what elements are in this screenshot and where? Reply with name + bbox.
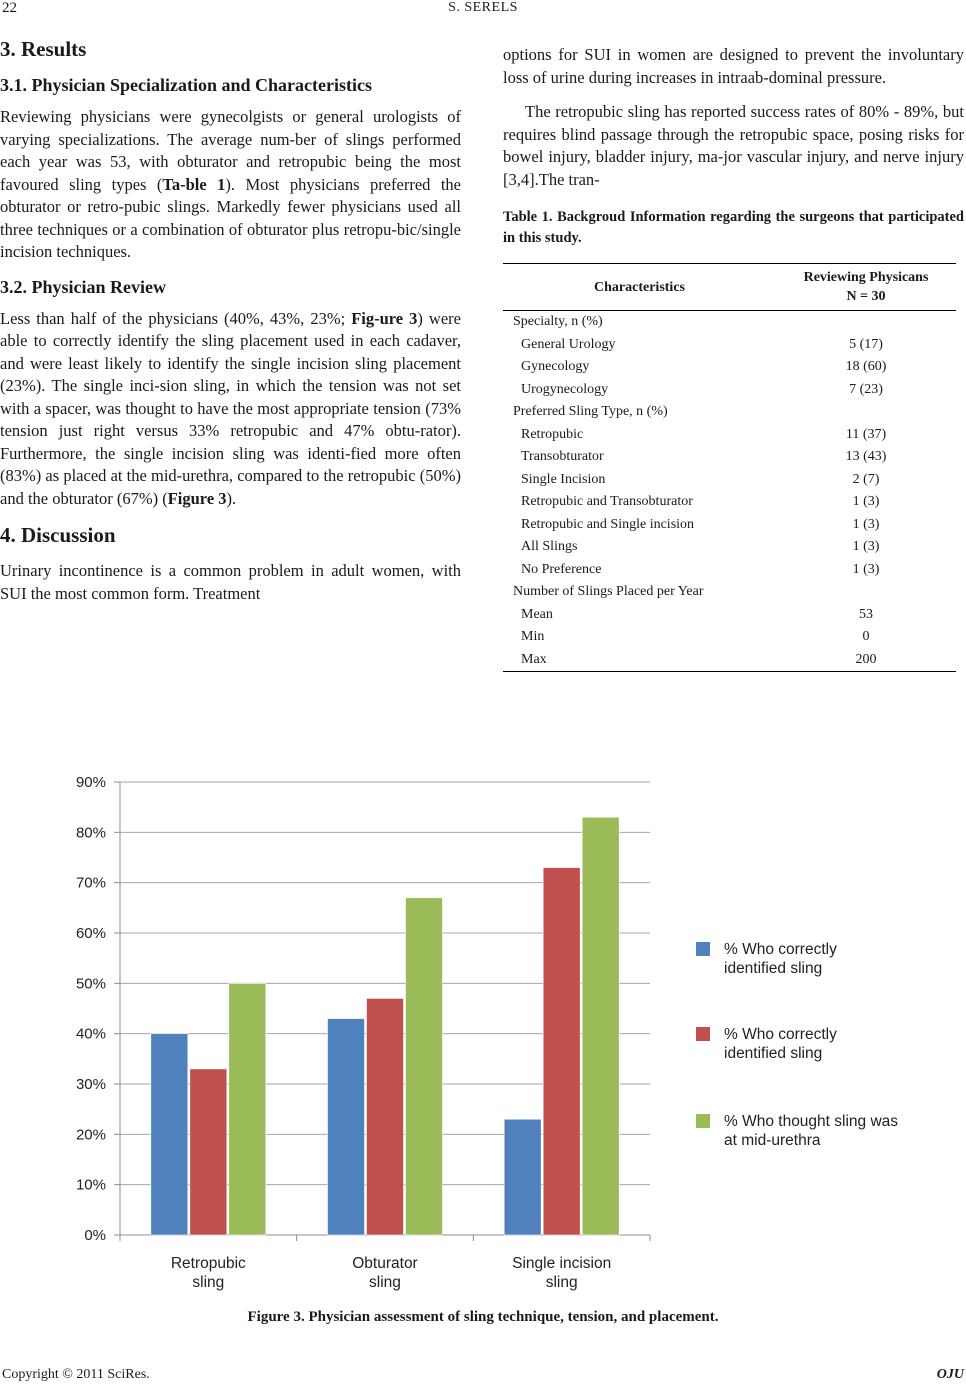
specialization-paragraph: Reviewing physicians were gynecolgists or general urologists of varying specializations. The average num-ber of slings performed each year was 53, with obturator and retropubic being the most favoured sling types (Ta-ble 1). Most physicians preferred the obturator or retro-pubic slings. Markedly fewer physicians used all three techniques or a combination of obturator plus retropu-bic/single incision techniques.: [0, 107, 461, 261]
table-cell-value: 1 (3): [852, 561, 880, 577]
table-header-physicians: Reviewing Physicans N = 30: [776, 264, 956, 311]
table-cell-label: Urogynecology: [521, 381, 609, 397]
bar: [582, 817, 619, 1235]
table-cell-value: [776, 401, 956, 424]
x-category-label: Obturator: [352, 1255, 418, 1272]
y-tick-label: 0%: [84, 1227, 106, 1244]
table-cell-label: Specialty, n (%): [513, 314, 603, 330]
journal-abbreviation: OJU: [936, 1367, 964, 1382]
physician-specialization-heading: 3.1. Physician Specialization and Characteristics: [0, 75, 372, 95]
table-cell-label: Mean: [521, 606, 553, 622]
legend-label: % Who thought sling was: [724, 1113, 899, 1130]
table-cell-label: General Urology: [521, 336, 616, 352]
table-row: [503, 626, 956, 649]
table-cell-value: 53: [859, 606, 873, 622]
bar: [406, 898, 443, 1235]
table-cell-value: 200: [776, 649, 956, 672]
legend-label: % Who correctly: [724, 1026, 837, 1043]
table-1: [503, 263, 956, 672]
table-cell-label: Number of Slings Placed per Year: [513, 584, 704, 600]
results-heading: 3. Results: [0, 37, 87, 61]
table-row: [503, 536, 956, 559]
table-category-row: [503, 401, 956, 424]
legend-label: identified sling: [724, 1045, 823, 1062]
table-row: [503, 446, 956, 469]
table-row: [503, 469, 956, 492]
x-category-label: Retropubic: [170, 1255, 246, 1272]
physician-review-heading: 3.2. Physician Review: [0, 276, 166, 297]
table-cell-value: 11 (37): [845, 426, 887, 442]
table-cell-value: 1 (3): [852, 494, 880, 510]
x-category-label: sling: [369, 1274, 401, 1291]
bar: [328, 1019, 365, 1235]
table-row: [503, 649, 956, 672]
table-cell-value: 1 (3): [852, 516, 880, 532]
legend-label: at mid-urethra: [724, 1132, 821, 1149]
y-tick-label: 20%: [75, 1126, 106, 1144]
figure-3-caption: Figure 3. Physician assessment of sling technique, tension, and placement.: [247, 1309, 719, 1325]
y-tick-label: 50%: [75, 975, 106, 993]
table-cell-label: Retropubic and Transobturator: [521, 494, 693, 510]
table-cell-value: 18 (60): [845, 359, 887, 375]
discussion-paragraph-2: The retropubic sling has reported success rates of 80% - 89%, but requires blind passage through the retropubic space, posing risks for bowel injury, bladder injury, ma-jor vascular injury, and nerve injury [3,4].The tran-: [503, 102, 964, 189]
discussion-heading: 4. Discussion: [0, 523, 116, 547]
table-cell-value: 2 (7): [852, 471, 880, 487]
table-cell-value: [776, 581, 956, 604]
figure-3-reference-2[interactable]: Figure 3: [167, 488, 227, 508]
table-cell-label: Gynecology: [521, 359, 590, 375]
x-category-label: sling: [192, 1274, 225, 1291]
table-row: [503, 514, 956, 537]
legend-label: identified sling: [724, 960, 823, 977]
table-1-reference[interactable]: Ta-ble 1: [162, 174, 226, 194]
table-row: [503, 604, 956, 627]
table-cell-label: Max: [503, 649, 776, 672]
table-cell-label: Retropubic and Single incision: [521, 516, 695, 532]
running-title: S. SERELS: [448, 0, 518, 15]
bar: [229, 983, 266, 1235]
y-tick-label: 10%: [75, 1176, 106, 1194]
y-tick-label: 70%: [75, 874, 106, 892]
table-cell-label: Min: [521, 629, 545, 645]
y-tick-label: 60%: [75, 925, 106, 942]
legend-swatch: [696, 942, 710, 956]
legend-swatch: [696, 1114, 710, 1128]
table-row: [503, 379, 956, 402]
table-row: [503, 424, 956, 447]
bar: [190, 1069, 227, 1235]
table-row: [503, 559, 956, 582]
table-cell-label: Single Incision: [521, 471, 606, 487]
y-tick-label: 90%: [75, 774, 106, 791]
table-cell-value: 13 (43): [845, 449, 887, 465]
table-1-caption: Table 1. Backgroud Information regarding the surgeons that participated in this study.: [503, 209, 964, 246]
x-category-label: Single incision: [512, 1255, 612, 1272]
figure-3-reference[interactable]: Fig-ure 3: [351, 308, 418, 328]
table-row: [503, 356, 956, 379]
figure-3-chart: [58, 764, 918, 1304]
bar: [504, 1119, 541, 1235]
table-category-row: [503, 581, 956, 604]
table-cell-value: 0: [862, 629, 870, 645]
table-cell-value: [776, 311, 956, 334]
review-paragraph: Less than half of the physicians (40%, 43%, 23%; Fig-ure 3) were able to correctly identify the sling placement used in each cadaver, and were least likely to identify the single incision sling placement (23%). The single inci-sion sling, in which the tension was not set with a spacer, was thought to have the most appropriate tension (73% tension just right versus 33% retropubic and 47% obtu-rator). Furthermore, the single incision sling was identi-fied more often (83%) as placed at the mid-urethra, compared to the retropubic (50%) and the obturator (67%) (Figure 3).: [0, 308, 461, 508]
copyright-footer: Copyright © 2011 SciRes.: [2, 1367, 150, 1382]
page-number: 22: [2, 0, 17, 16]
legend-label: % Who correctly: [724, 941, 837, 958]
table-cell-label: Retropubic: [521, 426, 584, 442]
y-tick-label: 80%: [75, 824, 106, 842]
table-cell-value: 5 (17): [849, 336, 883, 352]
table-row: [503, 334, 956, 357]
table-cell-label: No Preference: [521, 561, 602, 577]
legend-swatch: [696, 1027, 710, 1041]
table-header-characteristics: Characteristics: [503, 264, 776, 311]
table-cell-label: Preferred Sling Type, n (%): [513, 404, 668, 420]
discussion-paragraph-1-continued: options for SUI in women are designed to prevent the involuntary loss of urine during increases in intraab-dominal pressure.: [503, 45, 964, 87]
bar-chart: [58, 764, 918, 1304]
bar: [367, 998, 404, 1235]
table-cell-value: 1 (3): [852, 539, 880, 555]
table-row: [503, 491, 956, 514]
y-tick-label: 30%: [75, 1076, 106, 1093]
table-cell-label: Transobturator: [521, 449, 604, 465]
x-category-label: sling: [545, 1274, 578, 1291]
bar: [543, 868, 580, 1235]
bar: [151, 1034, 188, 1235]
right-column: [503, 44, 964, 672]
y-tick-label: 40%: [75, 1025, 106, 1043]
discussion-paragraph-1: Urinary incontinence is a common problem in adult women, with SUI the most common form. Treatment: [0, 561, 461, 603]
table-category-row: [503, 311, 956, 334]
table-cell-label: All Slings: [521, 539, 578, 555]
table-cell-value: 7 (23): [849, 381, 883, 397]
left-column: [0, 36, 461, 617]
